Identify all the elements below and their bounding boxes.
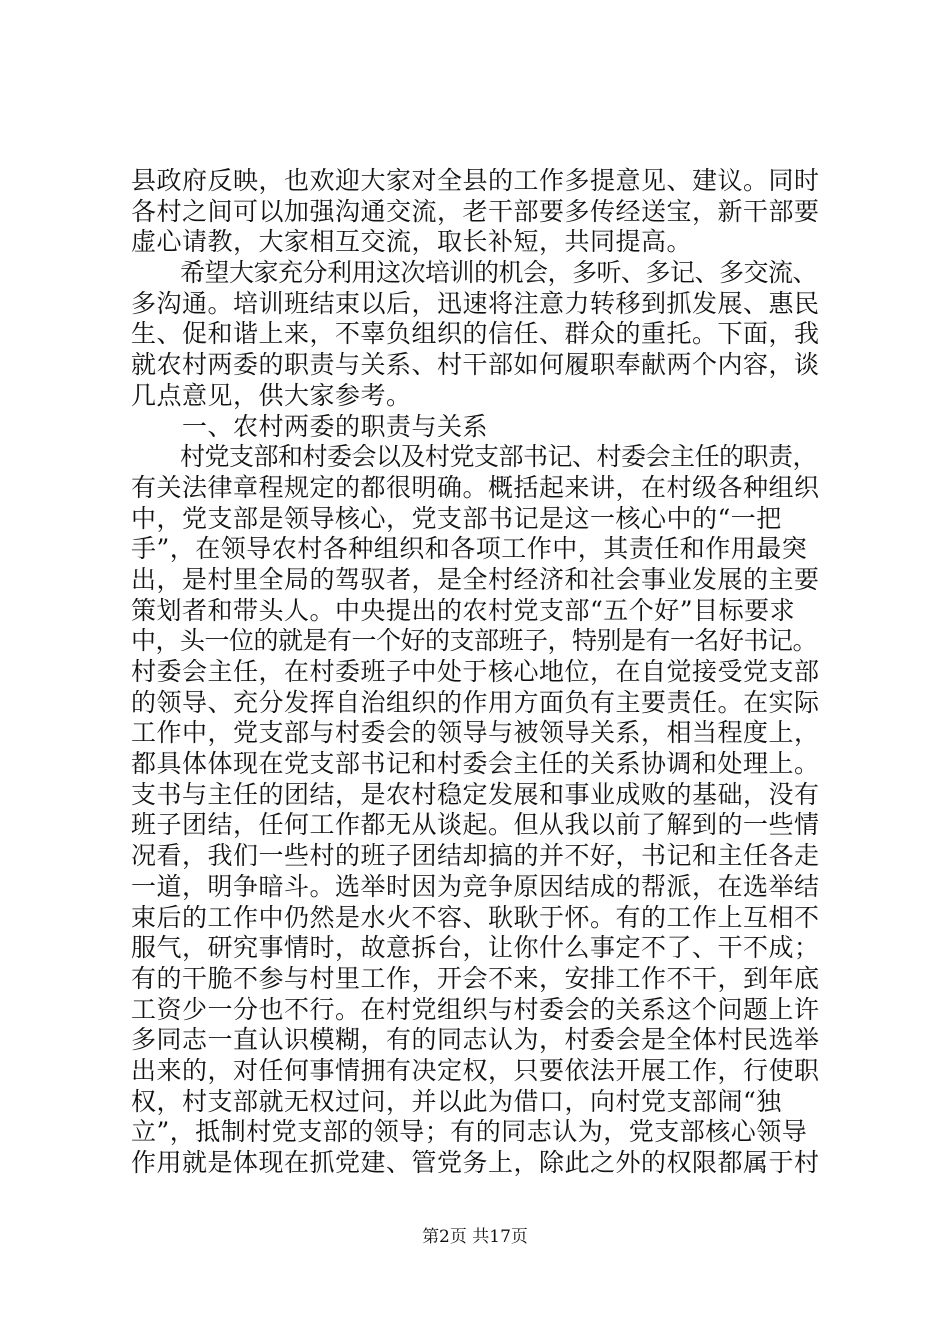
text-line-23: 况看，我们一些村的班子团结却搞的并不好，书记和主任各走 (131, 841, 820, 871)
text-line-28: 工资少一分也不行。在村党组织与村委会的关系这个问题上许 (131, 994, 820, 1024)
text-line-29: 多同志一直认识模糊，有的同志认为，村委会是全体村民选举 (131, 1025, 820, 1055)
text-line-14: 出，是村里全局的驾驭者，是全村经济和社会事业发展的主要 (131, 564, 820, 594)
text-line-33: 作用就是体现在抓党建、管党务上，除此之外的权限都属于村 (131, 1148, 820, 1177)
text-line-31: 权，村支部就无权过问，并以此为借口，向村党支部闹“独 (131, 1086, 782, 1116)
text-line-2: 各村之间可以加强沟通交流，老干部要多传经送宝，新干部要 (131, 196, 820, 226)
text-line-25: 束后的工作中仍然是水火不容、耿耿于怀。有的工作上互相不 (131, 902, 820, 932)
page-number-label: 第2页 共17页 (422, 1227, 528, 1247)
text-line-10: 村党支部和村委会以及村党支部书记、村委会主任的职责， (131, 442, 818, 472)
text-line-1: 县政府反映，也欢迎大家对全县的工作多提意见、建议。同时 (131, 166, 820, 195)
text-line-26: 服气，研究事情时，故意拆台，让你什么事定不了、干不成； (131, 933, 820, 963)
text-line-16: 中，头一位的就是有一个好的支部班子，特别是有一名好书记。 (131, 626, 818, 656)
text-line-18: 的领导、充分发挥自治组织的作用方面负有主要责任。在实际 (131, 687, 820, 717)
text-line-17: 村委会主任，在村委班子中处于核心地位，在自觉接受党支部 (131, 657, 820, 686)
text-line-3: 虚心请教，大家相互交流，取长补短，共同提高。 (131, 227, 693, 257)
text-line-6: 生、促和谐上来，不辜负组织的信任、群众的重托。下面，我 (131, 319, 820, 349)
body-text (131, 166, 821, 1179)
text-line-11: 有关法律章程规定的都很明确。概括起来讲，在村级各种组织 (131, 472, 820, 502)
page-footer (0, 1226, 950, 1248)
section-heading: 一、农村两委的职责与关系 (131, 411, 489, 441)
text-line-13: 手”，在领导农村各种组织和各项工作中，其责任和作用最突 (131, 534, 808, 564)
text-line-5: 多沟通。培训班结束以后，迅速将注意力转移到抓发展、惠民 (131, 288, 820, 318)
text-line-12: 中，党支部是领导核心，党支部书记是这一核心中的“一把 (131, 503, 782, 533)
text-line-8: 几点意见，供大家参考。 (131, 380, 412, 410)
text-line-15: 策划者和带头人。中央提出的农村党支部“五个好”目标要求 (131, 595, 796, 625)
text-line-24: 一道，明争暗斗。选举时因为竞争原因结成的帮派，在选举结 (131, 871, 820, 901)
text-line-7: 就农村两委的职责与关系、村干部如何履职奉献两个内容，谈 (131, 350, 820, 380)
text-line-19: 工作中，党支部与村委会的领导与被领导关系，相当程度上， (131, 718, 820, 748)
text-line-30: 出来的，对任何事情拥有决定权，只要依法开展工作，行使职 (131, 1055, 820, 1085)
text-line-4: 希望大家充分利用这次培训的机会，多听、多记、多交流、 (131, 258, 818, 288)
text-line-32: 立”，抵制村党支部的领导；有的同志认为，党支部核心领导 (131, 1117, 808, 1147)
text-line-22: 班子团结，任何工作都无从谈起。但从我以前了解到的一些情 (131, 810, 820, 840)
text-line-27: 有的干脆不参与村里工作，开会不来，安排工作不干，到年底 (131, 963, 820, 993)
text-line-21: 支书与主任的团结，是农村稳定发展和事业成败的基础，没有 (131, 779, 820, 809)
text-line-20: 都具体体现在党支部书记和村委会主任的关系协调和处理上。 (131, 749, 820, 779)
